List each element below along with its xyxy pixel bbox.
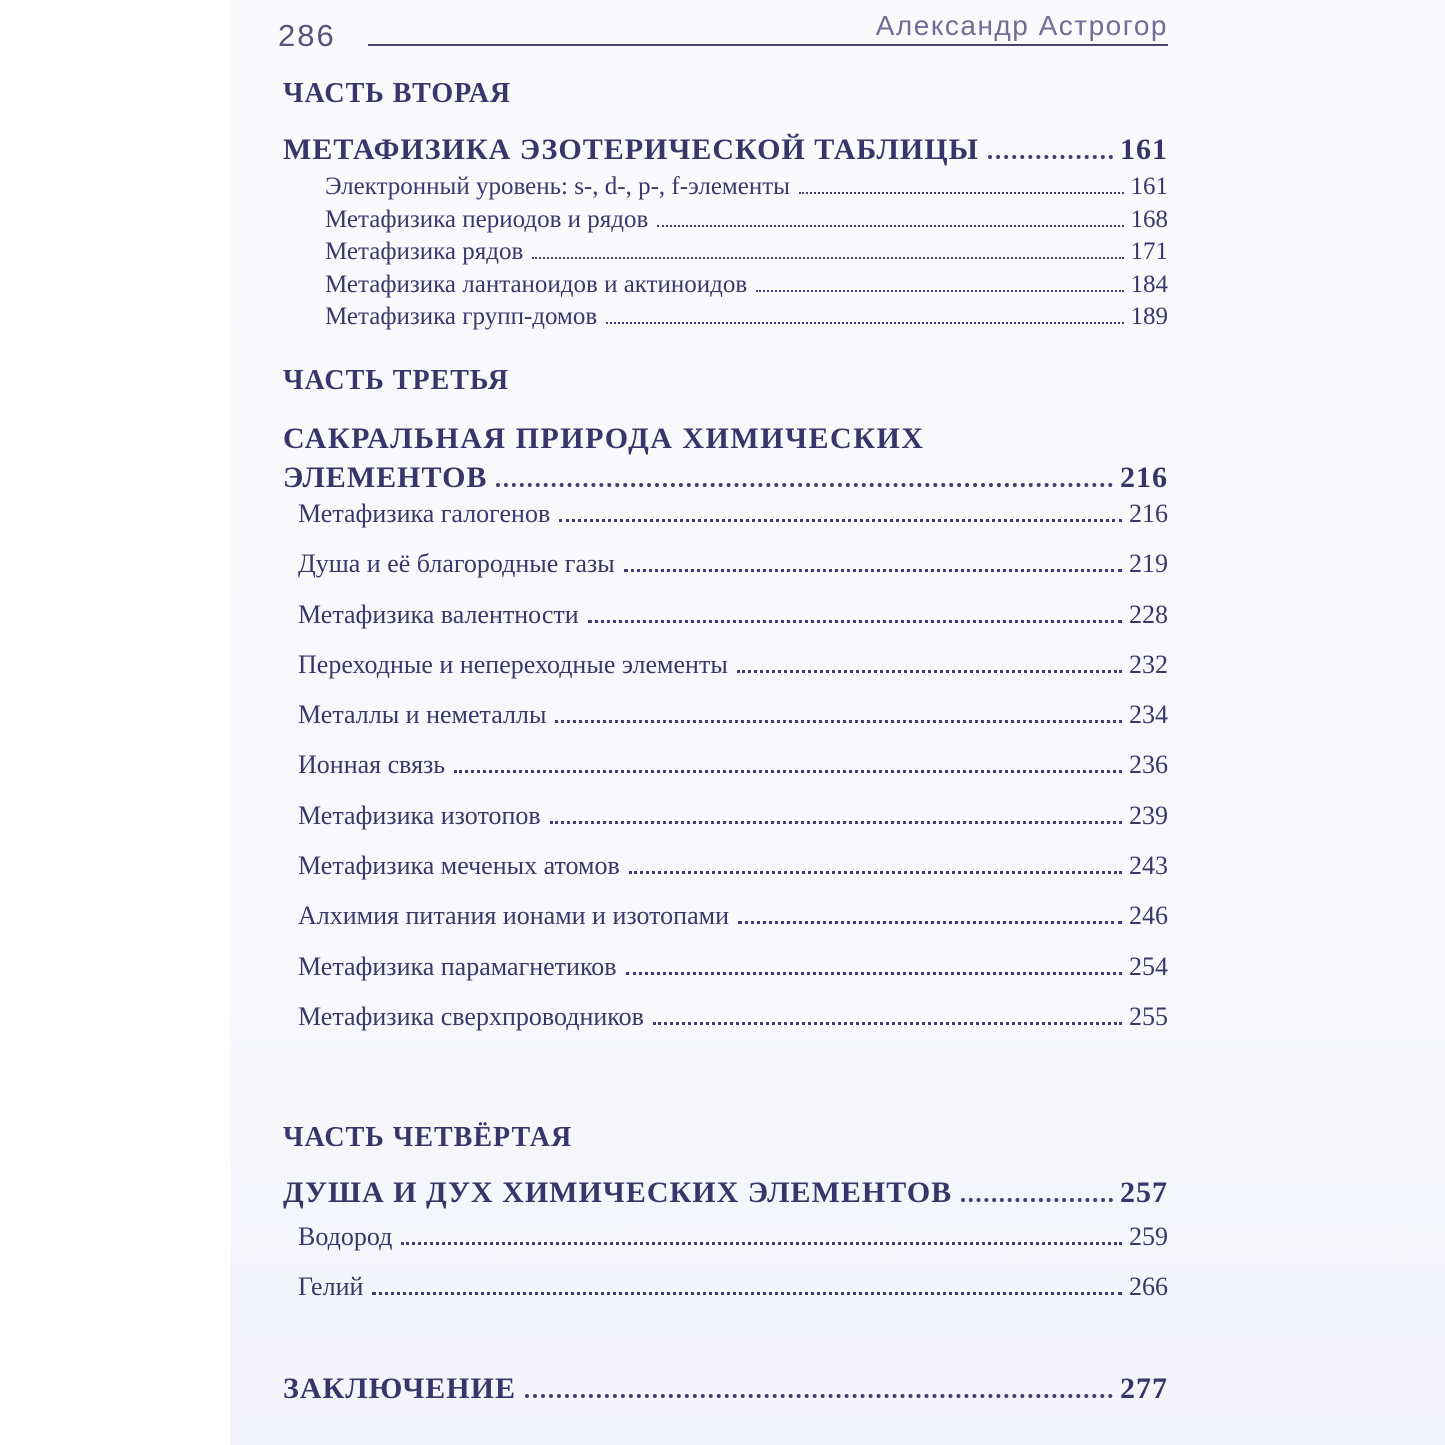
dot-leader [626, 972, 1122, 975]
toc-entry-page: 277 [1120, 1372, 1168, 1405]
toc-entry-page: 257 [1120, 1176, 1168, 1209]
toc-entry-title: ДУША И ДУХ ХИМИЧЕСКИХ ЭЛЕМЕНТОВ [283, 1176, 953, 1209]
toc-entry-page: 171 [1130, 238, 1168, 265]
part3-heading: ЧАСТЬ ТРЕТЬЯ [283, 365, 510, 396]
part3-title-line1: САКРАЛЬНАЯ ПРИРОДА ХИМИЧЕСКИХ [283, 422, 925, 455]
dot-leader [606, 322, 1123, 324]
dot-leader [657, 225, 1123, 227]
toc-entry-page: 232 [1129, 649, 1168, 679]
toc-entry-title: Метафизика сверхпроводников [298, 1001, 644, 1031]
toc-row [325, 238, 1168, 271]
dot-leader [525, 1394, 1113, 1398]
part3-title-row [283, 461, 1168, 495]
toc-entry-page: 254 [1129, 951, 1168, 981]
toc-row [298, 700, 1168, 750]
toc-entry-title: Метафизика лантаноидов и актиноидов [325, 270, 748, 298]
toc-entry-page: 161 [1120, 133, 1168, 166]
toc-entry-page: 236 [1129, 750, 1168, 780]
toc-entry-title: Метафизика групп-домов [325, 303, 598, 330]
toc-entry-title: Метафизика меченых атомов [298, 851, 620, 881]
toc-entry-page: 184 [1130, 270, 1168, 298]
part4-items [298, 1222, 1168, 1323]
table-of-contents [278, 0, 1168, 1445]
part3-items [298, 499, 1168, 1052]
conclusion-row [283, 1372, 1168, 1406]
part2-heading: ЧАСТЬ ВТОРАЯ [283, 78, 512, 109]
toc-entry-title: ЭЛЕМЕНТОВ [283, 461, 488, 494]
toc-row [325, 173, 1168, 206]
toc-entry-page: 266 [1129, 1272, 1168, 1302]
dot-leader [496, 483, 1113, 487]
toc-row [298, 901, 1168, 951]
toc-entry-page: 219 [1129, 549, 1168, 579]
toc-entry-page: 246 [1129, 901, 1168, 931]
dot-leader [372, 1292, 1122, 1295]
toc-entry-title: Гелий [298, 1272, 364, 1302]
toc-row [298, 952, 1168, 1002]
toc-entry-title: Метафизика рядов [325, 238, 524, 265]
dot-leader [555, 720, 1122, 723]
running-author: Александр Астрогор [875, 10, 1168, 41]
toc-entry-page: 239 [1129, 800, 1168, 830]
toc-entry-title: МЕТАФИЗИКА ЭЗОТЕРИЧЕСКОЙ ТАБЛИЦЫ [283, 133, 979, 166]
dot-leader [629, 871, 1122, 874]
toc-entry-title: Душа и её благородные газы [298, 549, 615, 579]
dot-leader [559, 519, 1122, 522]
page-number: 286 [278, 18, 336, 53]
toc-row [298, 1222, 1168, 1272]
toc-entry-page: 216 [1120, 461, 1168, 494]
part2-items [325, 173, 1168, 336]
dot-leader [988, 155, 1113, 159]
dot-leader [738, 921, 1122, 924]
toc-entry-page: 243 [1129, 851, 1168, 881]
dot-leader [401, 1242, 1122, 1245]
toc-row [298, 750, 1168, 800]
toc-row [298, 801, 1168, 851]
toc-entry-title: Метафизика периодов и рядов [325, 205, 649, 233]
toc-entry-page: 216 [1129, 499, 1168, 528]
dot-leader [653, 1022, 1122, 1025]
toc-entry-title: Металлы и неметаллы [298, 700, 547, 730]
toc-row [298, 1272, 1168, 1322]
toc-entry-title: Электронный уровень: s-, d-, p-, f-элементы [325, 173, 790, 200]
toc-entry-page: 161 [1130, 173, 1168, 200]
toc-row [298, 549, 1168, 599]
toc-row [325, 271, 1168, 304]
part4-title-row [283, 1176, 1168, 1210]
toc-row [298, 499, 1168, 549]
toc-row [325, 303, 1168, 336]
toc-row [298, 600, 1168, 650]
toc-entry-page: 234 [1129, 700, 1168, 730]
toc-entry-title: Метафизика галогенов [298, 499, 551, 528]
toc-row [298, 650, 1168, 700]
dot-leader [550, 821, 1122, 824]
toc-entry-title: Метафизика валентности [298, 599, 579, 629]
toc-entry-title: Водород [298, 1222, 393, 1251]
toc-row [298, 851, 1168, 901]
dot-leader [799, 192, 1124, 194]
toc-entry-page: 168 [1130, 205, 1168, 233]
toc-entry-title: Метафизика изотопов [298, 800, 541, 830]
toc-entry-title: Метафизика парамагнетиков [298, 951, 617, 981]
header-rule [368, 44, 1168, 46]
dot-leader [624, 569, 1122, 572]
toc-row [325, 206, 1168, 239]
toc-entry-title: ЗАКЛЮЧЕНИЕ [283, 1372, 516, 1405]
toc-entry-page: 228 [1129, 599, 1168, 629]
part4-heading: ЧАСТЬ ЧЕТВЁРТАЯ [283, 1122, 573, 1153]
toc-entry-title: Алхимия питания ионами и изотопами [298, 901, 730, 931]
toc-entry-title: Переходные и непереходные элементы [298, 649, 728, 679]
dot-leader [756, 290, 1123, 292]
toc-entry-page: 255 [1129, 1001, 1168, 1031]
dot-leader [454, 770, 1122, 773]
part2-title-row [283, 133, 1168, 167]
toc-row [298, 1002, 1168, 1052]
dot-leader [961, 1198, 1113, 1202]
toc-entry-page: 259 [1129, 1222, 1168, 1251]
dot-leader [737, 670, 1122, 673]
dot-leader [532, 257, 1123, 259]
toc-entry-page: 189 [1130, 303, 1168, 330]
toc-entry-title: Ионная связь [298, 750, 446, 780]
dot-leader [588, 620, 1122, 623]
